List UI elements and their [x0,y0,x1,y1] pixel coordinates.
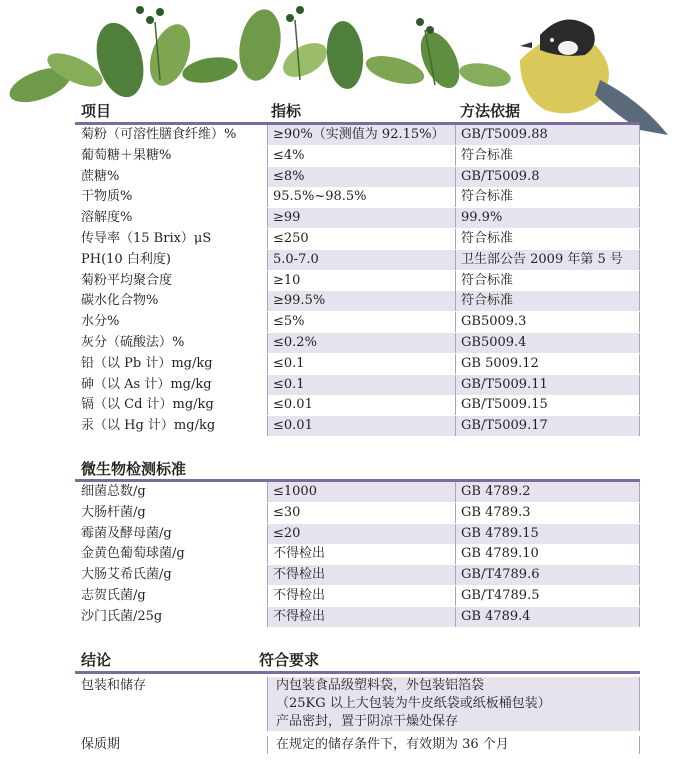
item-name: 大肠杆菌/g [81,504,146,520]
item-name: 蔗糖% [81,168,120,184]
method-value: GB/T4789.5 [455,586,640,606]
main-table-row [75,271,640,291]
main-table-row [75,291,640,311]
conclusion-value: 符合要求 [259,651,320,669]
main-table-row [75,375,640,395]
spec-value: ≤250 [267,229,455,249]
spec-value: ≤20 [267,524,455,544]
main-table-row [75,395,640,415]
spec-value: ≤5% [267,312,455,332]
item-name: 灰分（硫酸法）% [81,335,185,350]
item-name: 溶解度% [81,210,133,226]
col-header-method: 方法依据 [460,102,521,120]
item-name: 霉菌及酵母菌/g [81,525,172,541]
item-name: 细菌总数/g [81,484,146,499]
method-value: GB 4789.2 [455,482,640,502]
item-name: 传导率（15 Brix）μS [81,231,212,246]
item-name: 镉（以 Cd 计）mg/kg [81,397,214,413]
col-header-item: 项目 [81,102,112,120]
spec-value: ≤0.01 [267,416,455,436]
micro-table-row [75,482,640,502]
item-name: 干物质% [81,189,133,205]
item-name: 菊粉平均聚合度 [81,272,173,288]
spec-value: 不得检出 [267,565,455,585]
main-table-row [75,208,640,228]
item-name: 汞（以 Hg 计）mg/kg [81,418,216,434]
method-value: GB/T4789.6 [455,565,640,585]
spec-value: 不得检出 [267,586,455,606]
main-table-row [75,229,640,249]
spec-value: ≤0.2% [267,333,455,353]
spec-value: 不得检出 [267,607,455,627]
method-value: 99.9% [455,208,640,228]
leaves-illustration [5,6,512,109]
spec-value: ≤0.1 [267,354,455,374]
method-value: 符合标准 [455,271,640,291]
item-name: 砷（以 As 计）mg/kg [81,376,212,392]
item-name: 金黄色葡萄球菌/g [81,546,185,562]
micro-table-row [75,565,640,585]
method-value: GB 4789.15 [455,524,640,544]
main-table-header [75,100,640,122]
spec-value: ≤8% [267,167,455,187]
main-table-row [75,312,640,332]
item-name: 葡萄糖＋果糖% [81,147,172,163]
spec-value: ≤0.01 [267,395,455,415]
item-name: 碳水化合物% [81,293,159,309]
col-header-spec: 指标 [271,102,302,120]
conclusion-rule [75,671,640,674]
item-name: 菊粉（可溶性膳食纤维）% [81,127,237,142]
packaging-label: 包装和储存 [81,678,147,693]
method-value: GB/T5009.17 [455,416,640,436]
item-name: 铅（以 Pb 计）mg/kg [81,355,213,371]
micro-table-row [75,586,640,606]
method-value: GB5009.4 [455,333,640,353]
item-name: 沙门氏菌/25g [81,608,163,624]
method-value: GB 4789.3 [455,503,640,523]
main-table-row [75,146,640,166]
spec-value: ≥99.5% [267,291,455,311]
spec-value: ≥10 [267,271,455,291]
method-value: 卫生部公告 2009 年第 5 号 [455,250,640,270]
shelf-life-label: 保质期 [81,737,121,752]
main-table-row [75,187,640,207]
main-table-row [75,250,640,270]
method-value: 符合标准 [455,229,640,249]
main-table-row [75,167,640,187]
method-value: GB/T5009.11 [455,375,640,395]
micro-table-row [75,607,640,627]
method-value: GB5009.3 [455,312,640,332]
method-value: GB/T5009.15 [455,395,640,415]
spec-value: 95.5%~98.5% [267,187,455,207]
spec-value: ≤0.1 [267,375,455,395]
main-table-row [75,354,640,374]
spec-value: 不得检出 [267,544,455,564]
conclusion-label: 结论 [81,651,112,669]
main-table-row [75,125,640,145]
micro-table-row [75,503,640,523]
spec-value: ≤1000 [267,482,455,502]
method-value: 符合标准 [455,187,640,207]
main-table-row [75,333,640,353]
method-value: GB 5009.12 [455,354,640,374]
spec-value: 5.0-7.0 [267,250,455,270]
item-name: PH(10 白利度) [81,251,171,267]
item-name: 大肠艾希氏菌/g [81,567,172,583]
method-value: GB/T5009.8 [455,167,640,187]
micro-table-row [75,544,640,564]
micro-title: 微生物检测标准 [81,460,187,478]
spec-value: ≤30 [267,503,455,523]
item-name: 志贺氏菌/g [81,588,146,603]
conclusion-header [75,649,640,671]
main-table-row [75,416,640,436]
method-value: GB 4789.4 [455,607,640,627]
micro-table-row [75,524,640,544]
spec-value: ≤4% [267,146,455,166]
packaging-text: 内包装食品级塑料袋，外包装铝箔袋 （25KG 以上大包装为牛皮纸袋或纸板桶包装） 产品密封，置于阴凉干燥处保存 [267,677,640,731]
method-value: 符合标准 [455,146,640,166]
shelf-life-value: 在规定的储存条件下，有效期为 36 个月 [267,736,640,754]
method-value: GB 4789.10 [455,544,640,564]
item-name: 水分% [81,314,120,330]
spec-value: ≥90%（实测值为 92.15%） [267,125,455,145]
spec-value: ≥99 [267,208,455,228]
method-value: 符合标准 [455,291,640,311]
method-value: GB/T5009.88 [455,125,640,145]
